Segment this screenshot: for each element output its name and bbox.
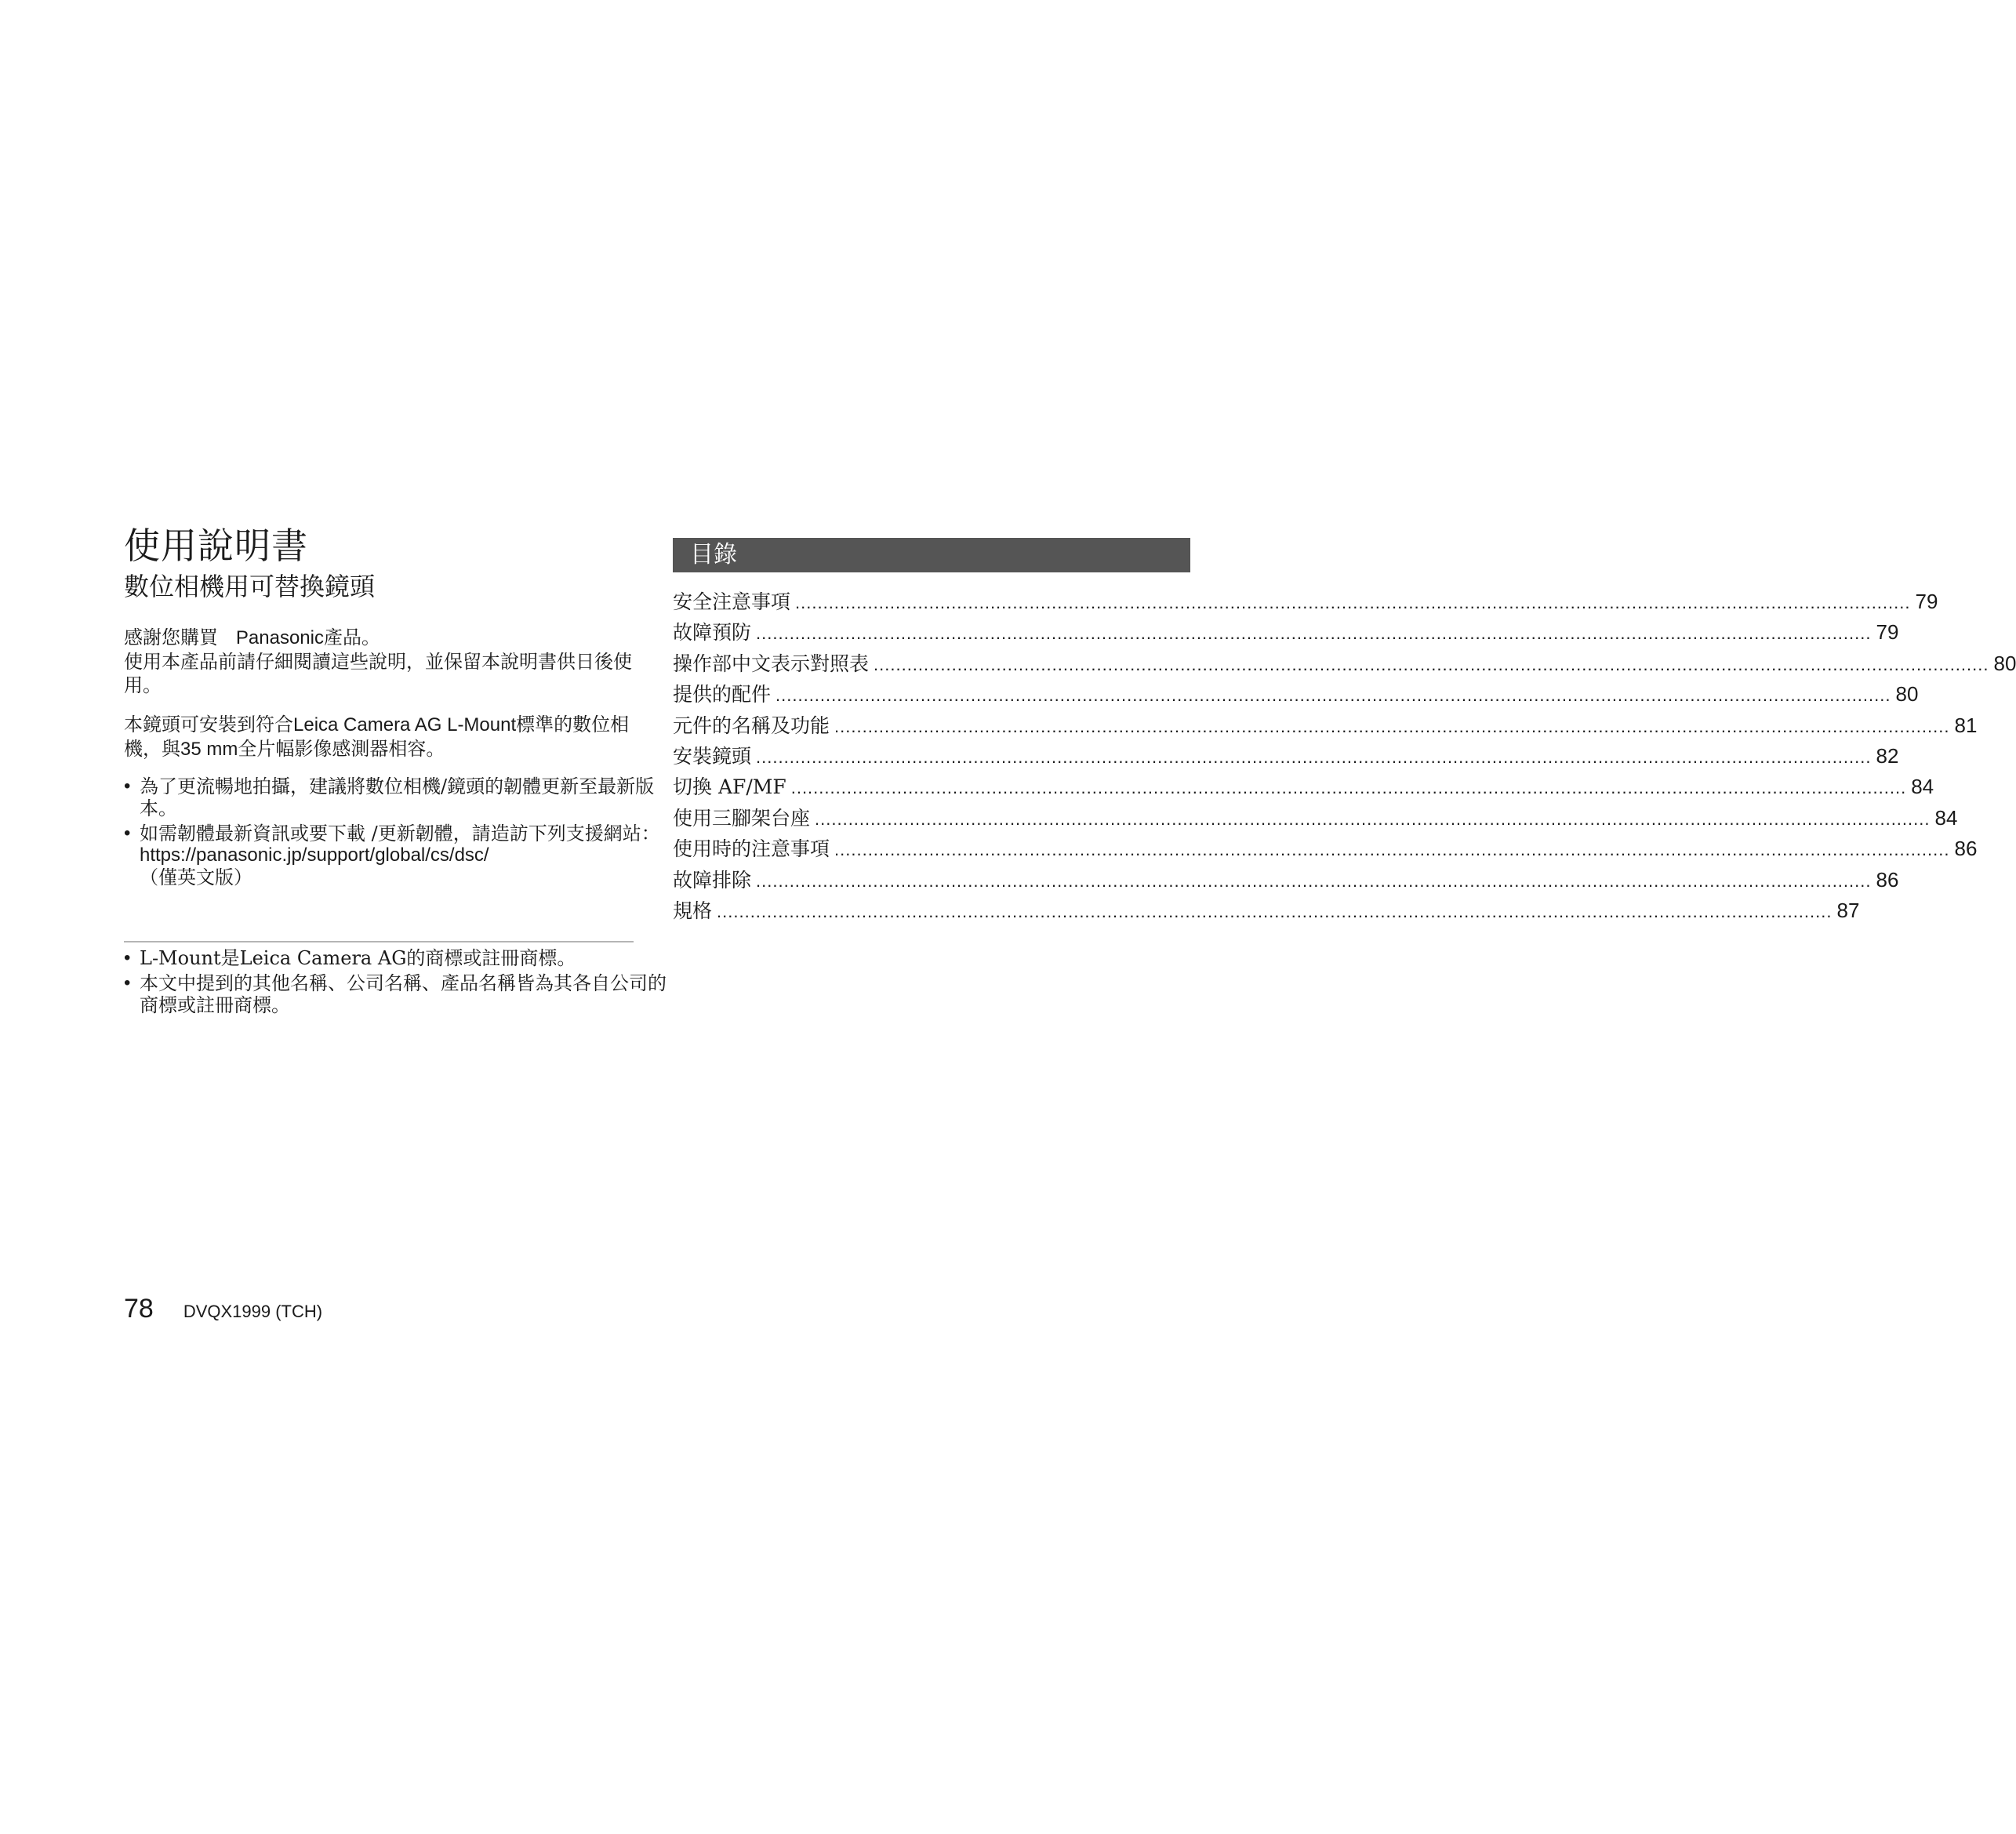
- toc-item[interactable]: [673, 648, 2016, 679]
- toc-leader-dots: ........................................................................................................................................................................................................: [834, 840, 1950, 860]
- toc-item-label: 元件的名稱及功能: [673, 714, 830, 737]
- document-code: DVQX1999 (TCH): [183, 1302, 323, 1321]
- toc-leader-dots: ........................................................................................................................................................................................................: [874, 654, 1989, 674]
- thanks-suffix: 產品。: [323, 626, 380, 648]
- page-subtitle: 數位相機用可替換鏡頭: [124, 572, 376, 601]
- intro-paragraph: [124, 626, 665, 697]
- toc-item[interactable]: [673, 741, 1899, 772]
- page-footer: [124, 1294, 322, 1324]
- toc-item-page: 80: [1993, 651, 2016, 675]
- toc-item[interactable]: [673, 617, 1899, 648]
- page-number: 78: [124, 1294, 154, 1324]
- note-text: 為了更流暢地拍攝，建議將數位相機/鏡頭的韌體更新至最新版本。: [140, 775, 655, 819]
- toc-item-page: 84: [1934, 805, 1958, 830]
- toc-item-page: 86: [1954, 837, 1978, 861]
- list-item: [124, 972, 673, 1016]
- toc-leader-dots: ........................................................................................................................................................................................................: [795, 593, 1911, 612]
- toc-item-page: 79: [1915, 590, 1938, 613]
- toc-item-page: 84: [1911, 775, 1934, 799]
- toc-item-label: 切換 AF/MF: [673, 775, 786, 799]
- toc-item[interactable]: [673, 772, 1934, 802]
- note-text: 如需韌體最新資訊或要下載 /更新韌體，請造訪下列支援網站：: [140, 823, 660, 844]
- bullet-icon: •: [124, 972, 131, 993]
- toc-item-label: 安全注意事項: [673, 590, 791, 613]
- toc-item-label: 使用三腳架台座: [673, 806, 811, 830]
- toc-item-label: 故障排除: [673, 868, 752, 892]
- toc-list: [673, 587, 2016, 926]
- notes-list: [124, 775, 665, 888]
- list-item: [124, 823, 665, 888]
- trademark-list: [124, 947, 673, 1016]
- compatibility-paragraph: [124, 713, 665, 761]
- bullet-icon: •: [124, 775, 131, 797]
- thanks-line: [124, 626, 665, 650]
- toc-item[interactable]: [673, 679, 1919, 710]
- toc-item[interactable]: [673, 833, 1978, 864]
- instruction-text: 使用本產品前請仔細閱讀這些說明，並保留本說明書供日後使用。: [124, 651, 632, 696]
- toc-item-label: 提供的配件: [673, 683, 772, 706]
- toc-item-page: 87: [1836, 898, 1860, 922]
- compat-part2: 標準的數位相機，與: [124, 714, 630, 760]
- sensor-size: 35 mm: [180, 739, 238, 760]
- toc-item[interactable]: [673, 895, 1860, 926]
- support-url[interactable]: https://panasonic.jp/support/global/cs/dsc/: [140, 844, 489, 866]
- toc-item-label: 安裝鏡頭: [673, 744, 752, 768]
- toc-leader-dots: ........................................................................................................................................................................................................: [756, 623, 1872, 644]
- toc-item-page: 79: [1876, 620, 1899, 645]
- toc-header: 目錄: [673, 538, 1190, 572]
- toc-item-page: 80: [1895, 682, 1919, 706]
- toc-item-page: 86: [1876, 867, 1899, 892]
- toc-item[interactable]: [673, 587, 1938, 617]
- toc-item-label: 使用時的注意事項: [673, 837, 830, 861]
- bullet-icon: •: [124, 823, 131, 844]
- list-item: [124, 775, 665, 819]
- toc-leader-dots: ........................................................................................................................................................................................................: [834, 716, 1950, 736]
- language-note: （僅英文版）: [140, 866, 252, 888]
- trademark-notes: [124, 947, 673, 1019]
- compatibility-text: [124, 713, 665, 761]
- compat-part1: 本鏡頭可安裝到符合: [124, 714, 293, 735]
- toc-leader-dots: ........................................................................................................................................................................................................: [717, 901, 1833, 921]
- toc-leader-dots: ........................................................................................................................................................................................................: [790, 778, 1907, 798]
- toc-item-label: 操作部中文表示對照表: [673, 652, 870, 675]
- toc-item[interactable]: [673, 710, 1978, 741]
- mount-standard: Leica Camera AG L-Mount: [293, 714, 517, 735]
- toc-item[interactable]: [673, 865, 1899, 895]
- page-title: 使用說明書: [124, 525, 308, 567]
- thanks-prefix: 感謝您購買: [124, 626, 218, 648]
- section-divider: [124, 941, 634, 942]
- toc-leader-dots: ........................................................................................................................................................................................................: [756, 746, 1872, 767]
- table-of-contents: [673, 538, 2016, 926]
- toc-item-page: 81: [1954, 713, 1978, 737]
- toc-item-page: 82: [1876, 743, 1899, 768]
- toc-item-label: 故障預防: [673, 621, 752, 645]
- toc-item[interactable]: [673, 803, 1958, 833]
- brand-name: Panasonic: [235, 627, 324, 648]
- trademark-text: 本文中提到的其他名稱、公司名稱、產品名稱皆為其各自公司的商標或註冊商標。: [140, 972, 667, 1016]
- toc-leader-dots: ........................................................................................................................................................................................................: [756, 870, 1872, 891]
- toc-leader-dots: ........................................................................................................................................................................................................: [776, 685, 1891, 706]
- compat-part3: 全片幅影像感測器相容。: [238, 738, 445, 760]
- intro-column: [124, 524, 665, 892]
- trademark-text: L-Mount是Leica Camera AG的商標或註冊商標。: [140, 947, 576, 969]
- toc-leader-dots: ........................................................................................................................................................................................................: [815, 808, 1931, 829]
- list-item: [124, 947, 673, 969]
- bullet-icon: •: [124, 947, 131, 968]
- toc-item-label: 規格: [673, 899, 713, 922]
